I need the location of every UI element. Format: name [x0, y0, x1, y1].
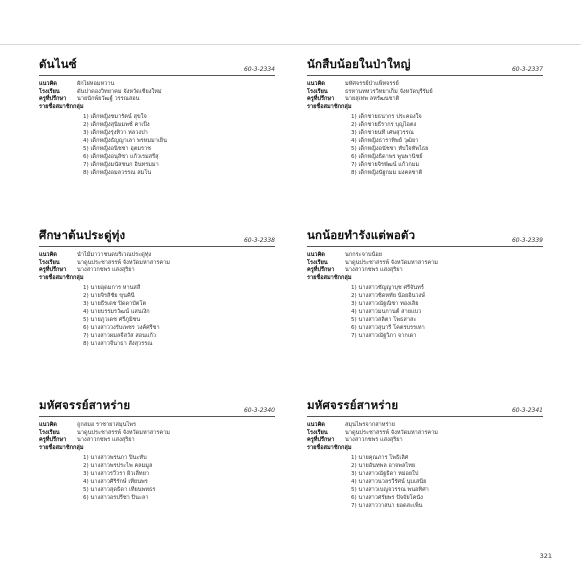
members-label: รายชื่อสมาชิกกลุ่ม — [307, 444, 352, 451]
teacher-label: ครูที่ปรึกษา — [39, 437, 67, 444]
member-item: 5) นายภูวเดช ศรีภูมิชน — [83, 317, 141, 323]
card-header — [307, 230, 543, 247]
teacher-value: นายสุเทพ ลหรัฒนชาติ — [345, 96, 400, 103]
meta-row-theme — [307, 81, 543, 89]
school-value: นาดูนประชาสรรพ์ จังหวัดมหาสารคาม — [77, 429, 170, 436]
project-title: นกน้อยทำรังแต่พอตัว — [307, 228, 416, 242]
member-item: 3) เด็กชายนที เศษสุวรรณ — [351, 130, 414, 137]
school-label: โรงเรียน — [307, 429, 328, 436]
meta-row-members — [39, 445, 275, 453]
project-title: ดันไนซ์ — [39, 57, 77, 71]
teacher-label: ครูที่ปรึกษา — [39, 267, 67, 274]
member-list — [83, 114, 275, 177]
member-item: 2) เด็กชายธีรากร บุญไอตง — [351, 122, 417, 129]
school-label: โรงเรียน — [307, 259, 328, 266]
member-item: 7) นางสาวผมลจีสวัส สอนแก้ว — [83, 332, 157, 339]
member-item: 7) นางสาววาสนา ยอดสะเพ็น — [351, 502, 423, 509]
member-list — [83, 285, 275, 348]
member-item: 6) เด็กหญิงอนุสิชา แก้วเรมสรีสุ — [83, 153, 159, 160]
project-code: 60-3-2338 — [243, 237, 275, 244]
project-card — [39, 230, 275, 349]
teacher-value: นายนักพ์ยวัฒฐ์ วรรณสอน — [77, 96, 140, 103]
project-meta — [307, 81, 543, 111]
meta-row-teacher — [307, 96, 543, 104]
member-item: 2) นายอันทพล อาจพลไทย — [351, 463, 416, 470]
school-value: ธรหานทหวรวิทยาเก็ม จังหวัดบุรีรัมย์ — [345, 88, 433, 95]
meta-row-teacher — [39, 267, 275, 275]
teacher-label: ครูที่ปรึกษา — [39, 96, 67, 103]
member-item: 2) นางสาวชิดหทัย น้อยอินวงษ์ — [351, 293, 425, 300]
project-title: นักสืบน้อยในป่าใหญ่ — [307, 57, 411, 71]
members-label: รายชื่อสมาชิกกลุ่ม — [307, 274, 352, 281]
project-title: มหัศจรรย์สาหร่าย — [39, 398, 131, 412]
member-item: 4) นางสาวนวลรวีรัศน์ นุบเสนีย — [351, 479, 427, 486]
member-item: 5) นางสาวเบญจวรรณ พนอทิศา — [351, 487, 429, 493]
member-item: 1) เด็กหญิงชมารัตน์ สุขใจ — [83, 114, 147, 121]
project-title: ศึกษาต้นประดู่ทุ่ง — [39, 228, 126, 242]
member-item: 6) นางสาวศรัยพร ปัจจัยโคนัง — [351, 494, 423, 501]
theme-value: นำไม้มาวาชนดบริเวณประดู่ทุ่ง — [77, 252, 152, 258]
meta-row-school — [307, 89, 543, 97]
project-code: 60-3-2340 — [243, 407, 275, 414]
meta-row-teacher — [39, 437, 275, 445]
meta-row-school — [307, 430, 543, 438]
meta-row-teacher — [39, 96, 275, 104]
card-header — [307, 59, 543, 76]
member-list — [351, 455, 543, 510]
project-meta — [39, 81, 275, 111]
project-code: 60-3-2341 — [511, 407, 543, 414]
theme-value: ถูกสมอ ราชายาสมุนไพร — [77, 422, 136, 428]
project-code: 60-3-2334 — [243, 66, 275, 73]
member-item: 3) เด็กหญิงรุ่งทิวา หลวงปา — [83, 130, 148, 137]
project-card — [39, 59, 275, 178]
project-code: 60-3-2339 — [511, 237, 543, 244]
meta-row-school — [39, 260, 275, 268]
project-card — [307, 230, 543, 341]
member-item: 6) นางสาวอรปรีชา ปินะลา — [83, 494, 149, 501]
meta-row-members — [307, 445, 543, 453]
member-item: 1) นายคุณภาร โพธิเลิศ — [351, 455, 409, 462]
school-label: โรงเรียน — [39, 259, 60, 266]
member-item: 5) เด็กหญิงอนิชชา อุตมราช — [83, 146, 151, 152]
teacher-label: ครูที่ปรึกษา — [307, 437, 335, 444]
school-value: นาดูนประชาสรรพ์ จังหวัดมหาสารคาม — [77, 259, 170, 266]
member-item: 8) เด็กหญิงนัฐกมม มงคลชาติ — [351, 169, 423, 176]
card-header — [39, 59, 275, 76]
member-item: 3) นางสาวณัฐธิดา หม่อยใป — [351, 471, 419, 478]
school-label: โรงเรียน — [39, 429, 60, 436]
meta-row-members — [39, 104, 275, 112]
meta-row-school — [307, 260, 543, 268]
member-item: 3) นางสาวณัฐณิชา ทองเลิย — [351, 301, 419, 308]
member-item: 5) นางสาวสลิตา โพธสาสะ — [351, 317, 417, 323]
member-item: 7) เด็กชายจิรพัฒน์ แก้วกมม — [351, 161, 420, 168]
meta-row-teacher — [307, 267, 543, 275]
project-meta — [39, 252, 275, 282]
project-code: 60-3-2337 — [511, 66, 543, 73]
theme-label: แนวคิด — [39, 81, 57, 87]
member-item: 3) นางสาวรวีวรา ผิวเลีทยา — [83, 471, 149, 478]
member-item: 1) เด็กชายธนากร ประคองใจ — [351, 114, 422, 121]
project-meta — [39, 422, 275, 452]
member-list — [351, 285, 543, 340]
member-item: 2) นางสาวพรประไพ คลมมูล — [83, 463, 153, 470]
member-item: 2) เด็กหญิงสุนิมมพช์ คาเป็ง — [83, 122, 150, 129]
members-label: รายชื่อสมาชิกกลุ่ม — [39, 274, 84, 281]
meta-row-school — [39, 430, 275, 438]
project-title: มหัศจรรย์สาหร่าย — [307, 398, 399, 412]
project-meta — [307, 252, 543, 282]
teacher-value: นางสาวกชพร แสงสุริยา — [345, 267, 403, 274]
member-item: 4) นางสาวศิริรักษ์ เทียนพร — [83, 479, 148, 486]
theme-value: นกกระจาบน้อย — [345, 252, 383, 258]
school-value: ดันปาดองวิทยาคม จังหวัดเชียงใหม่ — [77, 88, 162, 95]
member-item: 6) เด็กหญิงธิดาพร พูนพานิชย์ — [351, 153, 423, 160]
members-label: รายชื่อสมาชิกกลุ่ม — [39, 444, 84, 451]
meta-row-theme — [39, 81, 275, 89]
member-item: 6) นางสาววงรับเพชร วงค์ศรีชา — [83, 324, 160, 331]
member-item: 4) นางสาวมนกานต์ สายแบว — [351, 309, 422, 316]
project-card — [307, 400, 543, 511]
member-item: 7) นางสาวณัฐวิภา จากเดา — [351, 332, 417, 339]
member-item: 4) เด็กหญิงธัญญาเลา พรหมมาเย็น — [83, 138, 167, 145]
member-item: 5) นางสาวสุดธิดา เทียนพทธร — [83, 487, 156, 493]
card-header — [39, 230, 275, 247]
top-rule — [0, 44, 581, 45]
meta-row-members — [39, 275, 275, 283]
page-number: 321 — [539, 552, 552, 560]
teacher-label: ครูที่ปรึกษา — [307, 267, 335, 274]
member-list — [351, 114, 543, 177]
theme-label: แนวคิด — [307, 422, 325, 428]
theme-label: แนวคิด — [39, 252, 57, 258]
project-card — [39, 400, 275, 503]
theme-value: มหัศจรรย์ป่าแพ็ทจรรย์ — [345, 81, 399, 87]
project-card — [307, 59, 543, 178]
member-item: 1) นางสาวชัญญาบุช ศรีจันทร์ — [351, 285, 424, 292]
theme-value: สมุนไพรจากสาหร่าย — [345, 422, 395, 428]
meta-row-theme — [39, 422, 275, 430]
teacher-value: นางสาวกชพร แสงสุริยา — [77, 267, 135, 274]
members-label: รายชื่อสมาชิกกลุ่ม — [39, 103, 84, 110]
project-meta — [307, 422, 543, 452]
theme-label: แนวคิด — [307, 252, 325, 258]
member-item: 2) นายจิรสิชัย ขุนคินี — [83, 293, 135, 300]
member-item: 3) นายธีรเดช ปิดดาบัตโต — [83, 301, 147, 308]
member-item: 8) เด็กหญิงอมลวรรณ สมโน — [83, 169, 152, 176]
teacher-value: นางสาวกชพร แสงสุริยา — [77, 437, 135, 444]
theme-label: แนวคิด — [39, 422, 57, 428]
meta-row-theme — [307, 422, 543, 430]
meta-row-theme — [39, 252, 275, 260]
members-label: รายชื่อสมาชิกกลุ่ม — [307, 103, 352, 110]
member-item: 7) เด็กหญิงมนัสชนก อินทรมมา — [83, 161, 159, 168]
meta-row-members — [307, 104, 543, 112]
member-item: 4) เด็กหญิงธาราทิพย์ วุฒิยา — [351, 138, 419, 145]
card-header — [307, 400, 543, 417]
school-label: โรงเรียน — [307, 88, 328, 95]
school-label: โรงเรียน — [39, 88, 60, 95]
member-item: 4) นายบรรมรวัฒน์ แสนเงิก — [83, 309, 150, 316]
member-item: 6) นางสาวสุนารี โคตรบรรเทา — [351, 324, 425, 331]
member-item: 8) นางสาวจีนาธา สังสุวรรณ — [83, 340, 153, 347]
member-item: 5) เด็กหญิงอนัชชา ทับใจทัพไธย — [351, 146, 429, 152]
member-item: 1) นางสาวพรนภา ปินะทับ — [83, 455, 147, 462]
theme-value: ผักไผ่หอมหวาน — [77, 81, 115, 87]
theme-label: แนวคิด — [307, 81, 325, 87]
meta-row-teacher — [307, 437, 543, 445]
teacher-label: ครูที่ปรึกษา — [307, 96, 335, 103]
member-list — [83, 455, 275, 502]
meta-row-theme — [307, 252, 543, 260]
school-value: นาดูนประชาสรรพ์ จังหวัดมหาสารคาม — [345, 259, 438, 266]
meta-row-school — [39, 89, 275, 97]
school-value: นาดูนประชาสรรพ์ จังหวัดมหาสารคาม — [345, 429, 438, 436]
meta-row-members — [307, 275, 543, 283]
card-header — [39, 400, 275, 417]
teacher-value: นางสาวกชพร แสงสุริยา — [345, 437, 403, 444]
member-item: 1) นายอุดมการ หานสสี — [83, 285, 141, 292]
